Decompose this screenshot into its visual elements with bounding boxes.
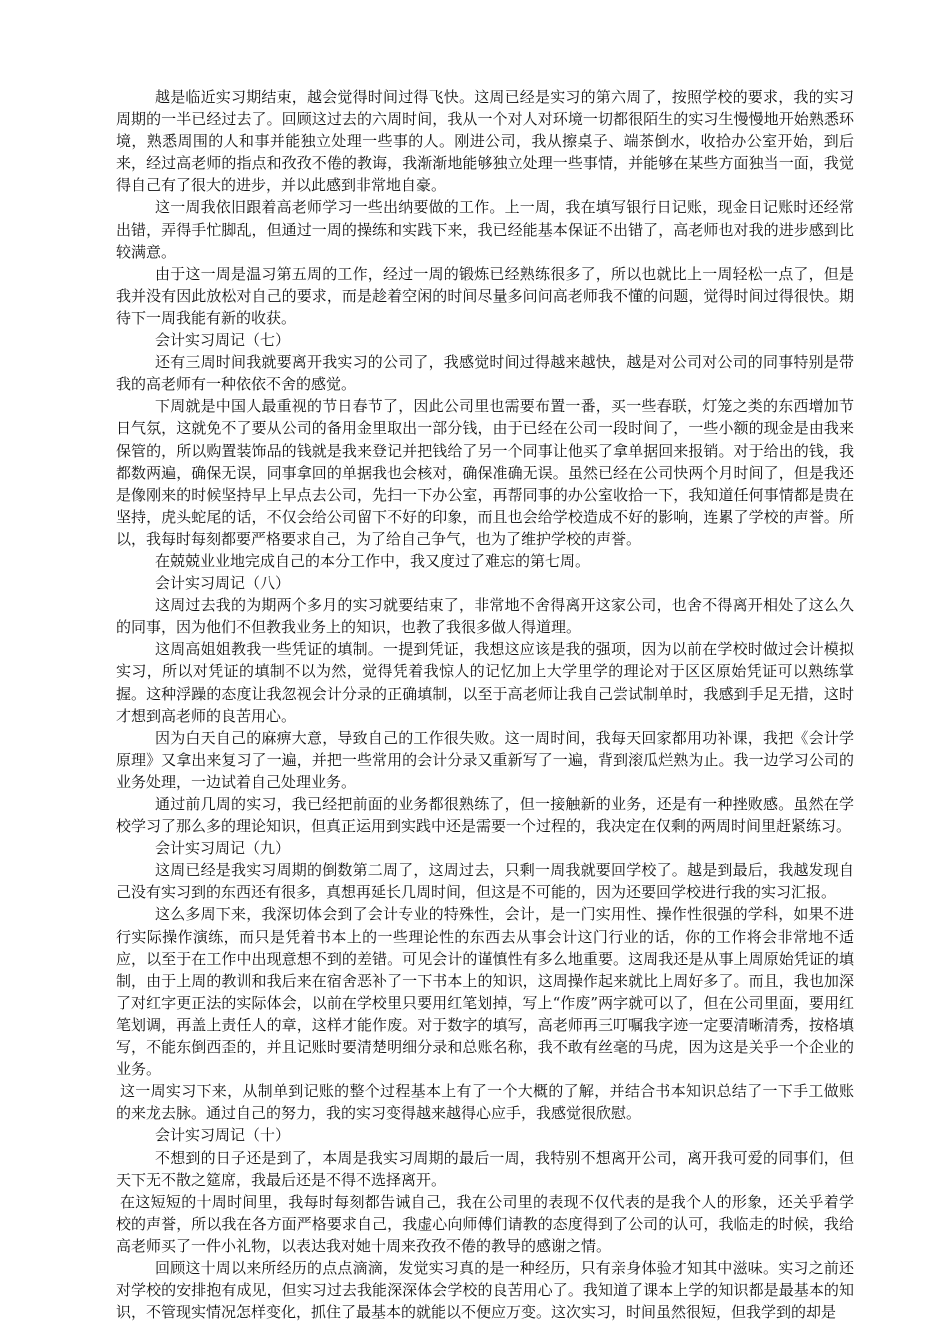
paragraph: 越是临近实习期结束，越会觉得时间过得飞快。这周已经是实习的第六周了，按照学校的要求，我的实习周期的一半已经过去了。回顾这过去的六周时间，我从一个对人对环境一切都很陌生的实习生慢慢地开始熟悉环境，熟悉周围的人和事并能独立处理一些事的人。刚进公司，我从擦桌子、端茶倒水，收拾办公室开始，到后来，经过高老师的指点和孜孜不倦的教诲，我渐渐地能够独立处理一些事情，并能够在某些方面独当一面，我觉得自己有了很大的进步，并以此感到非常地自豪。	[116, 88, 854, 195]
paragraph: 这周高姐姐教我一些凭证的填制。一提到凭证，我想这应该是我的强项，因为以前在学校时做过会计模拟实习，所以对凭证的填制不以为然，觉得凭着我惊人的记忆加上大学里学的理论对于区区原始凭证可以熟练掌握。这种浮躁的态度让我忽视会计分录的正确填制，以至于高老师让我自己尝试制单时，我感到手足无措，这时才想到高老师的良苦用心。	[116, 640, 854, 725]
paragraph: 回顾这十周以来所经历的点点滴滴，发觉实习真的是一种经历，只有亲身体验才知其中滋味。实习之前还对学校的安排抱有成见，但实习过去我能深深体会学校的良苦用心了。我知道了课本上学的知识都是最基本的知识，不管现实情况怎样变化，抓住了最基本的就能以不便应万变。这次实习，时间虽然很短，但我学到的却是	[116, 1258, 854, 1322]
paragraph: 这么多周下来，我深切体会到了会计专业的特殊性，会计，是一门实用性、操作性很强的学科，如果不进行实际操作演练，而只是凭着书本上的一些理论性的东西去从事会计这门行业的话，你的工作将会非常地不适应，以至于在工作中出现意想不到的差错。可见会计的谨慎性有多么地重要。这周我还是从事上周原始凭证的填制，由于上周的教训和我后来在宿舍恶补了一下书本上的知识，这周操作起来就比上周好多了。而且，我也加深了对红字更正法的实际体会，以前在学校里只要用红笔划掉，写上“作废”两字就可以了，但在公司里面，要用红笔划调，再盖上责任人的章，这样才能作废。对于数字的填写，高老师再三叮嘱我字迹一定要清晰清秀，按格填写，不能东倒西歪的，并且记账时要清楚明细分录和总账名称，我不敢有丝毫的马虎，因为这是关乎一个企业的业务。	[116, 905, 854, 1079]
paragraph: 在这短短的十周时间里，我每时每刻都告诫自己，我在公司里的表现不仅代表的是我个人的形象，还关乎着学校的声誉，所以我在各方面严格要求自己，我虚心向师傅们请教的态度得到了公司的认可，我临走的时候，我给高老师买了一件小礼物，以表达我对她十周来孜孜不倦的教导的感谢之情。	[116, 1192, 854, 1255]
paragraph: 这一周实习下来，从制单到记账的整个过程基本上有了一个大概的了解，并结合书本知识总结了一下手工做账的来龙去脉。通过自己的努力，我的实习变得越来越得心应手，我感觉很欣慰。	[116, 1082, 854, 1123]
paragraph: 这周过去我的为期两个多月的实习就要结束了，非常地不舍得离开这家公司，也舍不得离开相处了这么久的同事，因为他们不但教我业务上的知识，也教了我很多做人得道理。	[116, 596, 854, 637]
paragraph: 由于这一周是温习第五周的工作，经过一周的锻炼已经熟练很多了，所以也就比上一周轻松一点了，但是我并没有因此放松对自己的要求，而是趁着空闲的时间尽量多问问高老师我不懂的问题，觉得时间过得很快。期待下一周我能有新的收获。	[116, 264, 854, 327]
paragraph: 在兢兢业业地完成自己的本分工作中，我又度过了难忘的第七周。	[155, 551, 591, 570]
paragraph: 这周已经是我实习周期的倒数第二周了，这周过去，只剩一周我就要回学校了。越是到最后，我越发现自己没有实习到的东西还有很多，真想再延长几周时间，但这是不可能的，因为还要回学校进行我的实习汇报。	[116, 861, 854, 902]
paragraph: 通过前几周的实习，我已经把前面的业务都很熟练了，但一接触新的业务，还是有一种挫败感。虽然在学校学习了那么多的理论知识，但真正运用到实践中还是需要一个过程的，我决定在仅剩的两周时间里赶紧练习。	[116, 795, 854, 836]
paragraph: 不想到的日子还是到了，本周是我实习周期的最后一周，我特别不想离开公司，离开我可爱的同事们，但天下无不散之筵席，我最后还是不得不选择离开。	[116, 1148, 854, 1189]
section-heading: 会计实习周记（七）	[155, 331, 291, 350]
paragraph: 因为白天自己的麻痹大意，导致自己的工作很失败。这一周时间，我每天回家都用功补课，我把《会计学原理》又拿出来复习了一遍，并把一些常用的会计分录又重新写了一遍，背到滚瓜烂熟为止。我一边学习公司的业务处理，一边试着自己处理业务。	[116, 728, 854, 791]
paragraph: 还有三周时间我就要离开我实习的公司了，我感觉时间过得越来越快，越是对公司对公司的同事特别是带我的高老师有一种依依不舍的感觉。	[116, 353, 854, 394]
section-heading: 会计实习周记（八）	[155, 574, 291, 593]
paragraph: 下周就是中国人最重视的节日春节了，因此公司里也需要布置一番，买一些春联，灯笼之类的东西增加节日气氛，这就免不了要从公司的备用金里取出一部分钱，由于已经在公司一段时间了，一些小额的现金是由我来保管的，所以购置装饰品的钱就是我来登记并把钱给了另一个同事让他买了拿单据回来报销。对于给出的钱，我都数两遍，确保无误，同事拿回的单据我也会核对，确保准确无误。虽然已经在公司快两个月时间了，但是我还是像刚来的时候坚持早上早点去公司，先扫一下办公室，再帮同事的办公室收拾一下，我知道任何事情都是贵在坚持，虎头蛇尾的话，不仅会给公司留下不好的印象，而且也会给学校造成不好的影响，连累了学校的声誉。所以，我每时每刻都要严格要求自己，为了给自己争气，也为了维护学校的声誉。	[116, 397, 854, 548]
paragraph: 这一周我依旧跟着高老师学习一些出纳要做的工作。上一周，我在填写银行日记账，现金日记账时还经常出错，弄得手忙脚乱，但通过一周的操练和实践下来，我已经能基本保证不出错了，高老师也对我的进步感到比较满意。	[116, 198, 854, 261]
section-heading: 会计实习周记（九）	[155, 839, 291, 858]
section-heading: 会计实习周记（十）	[155, 1126, 291, 1145]
